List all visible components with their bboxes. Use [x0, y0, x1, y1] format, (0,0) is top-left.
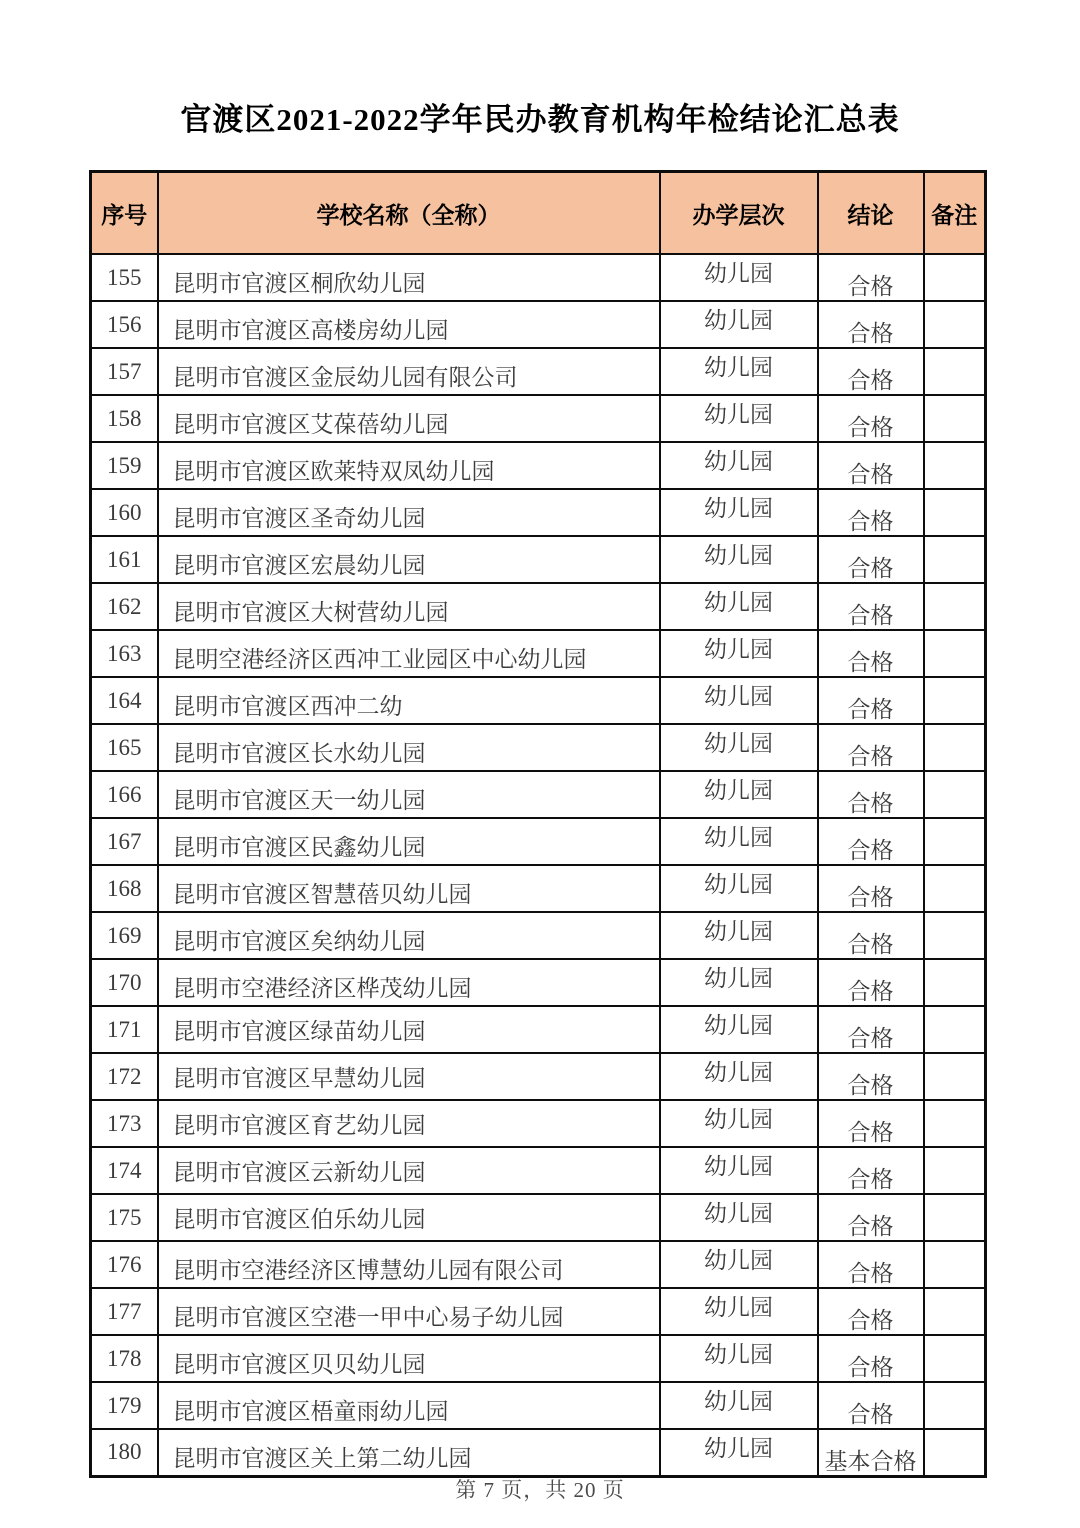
cell-school-name: 昆明市官渡区艾葆蓓幼儿园 [158, 395, 660, 442]
cell-remark [924, 630, 986, 677]
cell-conclusion-text: 合格 [847, 1355, 894, 1380]
table-row [91, 301, 986, 348]
cell-remark [924, 442, 986, 489]
cell-serial: 159 [91, 442, 158, 489]
cell-school-name: 昆明市官渡区西冲二幼 [158, 677, 660, 724]
cell-school-name: 昆明市官渡区桐欣幼儿园 [158, 254, 660, 301]
cell-school-name: 昆明市官渡区宏晨幼儿园 [158, 536, 660, 583]
cell-level-text: 幼儿园 [704, 355, 773, 380]
cell-level-text: 幼儿园 [704, 496, 773, 521]
cell-remark [924, 1335, 986, 1382]
cell-remark [924, 348, 986, 395]
cell-level-text: 幼儿园 [704, 966, 773, 991]
cell-level [660, 1100, 818, 1147]
column-header-remark: 备注 [924, 172, 986, 255]
cell-remark [924, 1194, 986, 1241]
cell-serial: 166 [91, 771, 158, 818]
cell-serial: 170 [91, 959, 158, 1006]
cell-remark [924, 583, 986, 630]
cell-level-text: 幼儿园 [704, 872, 773, 897]
cell-conclusion [818, 912, 924, 959]
cell-conclusion-text: 合格 [847, 744, 894, 769]
table-row [91, 1006, 986, 1053]
cell-school-name: 昆明市官渡区民鑫幼儿园 [158, 818, 660, 865]
cell-remark [924, 1382, 986, 1429]
cell-school-name: 昆明市空港经济区桦茂幼儿园 [158, 959, 660, 1006]
cell-school-name: 昆明市官渡区育艺幼儿园 [158, 1100, 660, 1147]
cell-serial: 178 [91, 1335, 158, 1382]
cell-level-text: 幼儿园 [704, 919, 773, 944]
cell-school-name: 昆明市官渡区圣奇幼儿园 [158, 489, 660, 536]
cell-level-text: 幼儿园 [704, 1342, 773, 1367]
cell-level [660, 1194, 818, 1241]
cell-level [660, 348, 818, 395]
table-row [91, 912, 986, 959]
cell-conclusion-text: 合格 [847, 556, 894, 581]
cell-conclusion-text: 合格 [847, 1167, 894, 1192]
cell-remark [924, 1006, 986, 1053]
cell-conclusion-text: 合格 [847, 368, 894, 393]
cell-level [660, 536, 818, 583]
cell-level [660, 771, 818, 818]
table-row [91, 254, 986, 301]
cell-level-text: 幼儿园 [704, 1201, 773, 1226]
cell-remark [924, 489, 986, 536]
cell-remark [924, 1241, 986, 1288]
table-row [91, 1335, 986, 1382]
cell-school-name: 昆明市官渡区云新幼儿园 [158, 1147, 660, 1194]
table-row [91, 771, 986, 818]
cell-serial: 168 [91, 865, 158, 912]
column-header-level: 办学层次 [660, 172, 818, 255]
cell-level [660, 630, 818, 677]
cell-conclusion [818, 1241, 924, 1288]
cell-remark [924, 959, 986, 1006]
table-row [91, 489, 986, 536]
cell-level-text: 幼儿园 [704, 1295, 773, 1320]
table-row [91, 1194, 986, 1241]
cell-remark [924, 536, 986, 583]
cell-level [660, 1241, 818, 1288]
cell-level [660, 1335, 818, 1382]
cell-level-text: 幼儿园 [704, 261, 773, 286]
cell-conclusion [818, 1335, 924, 1382]
cell-serial: 161 [91, 536, 158, 583]
cell-serial: 177 [91, 1288, 158, 1335]
cell-level [660, 1382, 818, 1429]
cell-level-text: 幼儿园 [704, 543, 773, 568]
cell-level-text: 幼儿园 [704, 449, 773, 474]
cell-level [660, 489, 818, 536]
table-row [91, 442, 986, 489]
cell-level-text: 幼儿园 [704, 1389, 773, 1414]
cell-level [660, 1006, 818, 1053]
cell-remark [924, 1100, 986, 1147]
cell-level-text: 幼儿园 [704, 637, 773, 662]
cell-level-text: 幼儿园 [704, 1248, 773, 1273]
cell-conclusion [818, 959, 924, 1006]
cell-conclusion [818, 818, 924, 865]
cell-level-text: 幼儿园 [704, 402, 773, 427]
cell-level [660, 1288, 818, 1335]
cell-conclusion-text: 合格 [847, 462, 894, 487]
cell-serial: 173 [91, 1100, 158, 1147]
cell-conclusion-text: 合格 [847, 838, 894, 863]
cell-school-name: 昆明市官渡区空港一甲中心易子幼儿园 [158, 1288, 660, 1335]
cell-level [660, 301, 818, 348]
cell-school-name: 昆明市官渡区矣纳幼儿园 [158, 912, 660, 959]
cell-serial: 165 [91, 724, 158, 771]
cell-level [660, 677, 818, 724]
cell-conclusion-text: 合格 [847, 1214, 894, 1239]
table-body [91, 254, 986, 1476]
column-header-conclusion: 结论 [818, 172, 924, 255]
cell-serial: 179 [91, 1382, 158, 1429]
table-header [91, 172, 986, 255]
cell-conclusion [818, 677, 924, 724]
cell-level-text: 幼儿园 [704, 684, 773, 709]
cell-remark [924, 301, 986, 348]
cell-serial: 167 [91, 818, 158, 865]
cell-school-name: 昆明市官渡区早慧幼儿园 [158, 1053, 660, 1100]
cell-school-name: 昆明市官渡区智慧蓓贝幼儿园 [158, 865, 660, 912]
table-row [91, 395, 986, 442]
cell-serial: 155 [91, 254, 158, 301]
cell-school-name: 昆明市官渡区天一幼儿园 [158, 771, 660, 818]
cell-conclusion-text: 合格 [847, 932, 894, 957]
cell-conclusion [818, 865, 924, 912]
cell-school-name: 昆明市空港经济区博慧幼儿园有限公司 [158, 1241, 660, 1288]
cell-level [660, 583, 818, 630]
table-header-row [91, 172, 986, 255]
cell-school-name: 昆明市官渡区欧莱特双凤幼儿园 [158, 442, 660, 489]
table-row [91, 348, 986, 395]
cell-level-text: 幼儿园 [704, 1435, 773, 1461]
table-row [91, 1382, 986, 1429]
cell-school-name: 昆明空港经济区西冲工业园区中心幼儿园 [158, 630, 660, 677]
cell-conclusion [818, 301, 924, 348]
cell-serial: 160 [91, 489, 158, 536]
cell-school-name: 昆明市官渡区大树营幼儿园 [158, 583, 660, 630]
cell-serial: 162 [91, 583, 158, 630]
cell-conclusion-text: 合格 [847, 885, 894, 910]
cell-serial: 163 [91, 630, 158, 677]
table-row [91, 1100, 986, 1147]
cell-serial: 176 [91, 1241, 158, 1288]
cell-conclusion [818, 1006, 924, 1053]
cell-conclusion-text: 合格 [847, 509, 894, 534]
cell-conclusion [818, 724, 924, 771]
table-row [91, 630, 986, 677]
cell-remark [924, 1147, 986, 1194]
table-row [91, 724, 986, 771]
page-number: 第 7 页，共 20 页 [455, 1478, 625, 1502]
cell-conclusion [818, 536, 924, 583]
cell-conclusion-text: 基本合格 [824, 1448, 917, 1474]
cell-conclusion-text: 合格 [847, 650, 894, 675]
cell-level [660, 818, 818, 865]
cell-level [660, 724, 818, 771]
cell-level-text: 幼儿园 [704, 590, 773, 615]
cell-level-text: 幼儿园 [704, 308, 773, 333]
cell-conclusion [818, 1100, 924, 1147]
cell-conclusion-text: 合格 [847, 791, 894, 816]
cell-school-name: 昆明市官渡区高楼房幼儿园 [158, 301, 660, 348]
table-row [91, 1288, 986, 1335]
cell-school-name: 昆明市官渡区伯乐幼儿园 [158, 1194, 660, 1241]
cell-level [660, 1429, 818, 1476]
cell-remark [924, 912, 986, 959]
cell-serial: 158 [91, 395, 158, 442]
cell-level [660, 1053, 818, 1100]
table-row [91, 959, 986, 1006]
cell-conclusion [818, 630, 924, 677]
cell-level [660, 254, 818, 301]
cell-school-name: 昆明市官渡区贝贝幼儿园 [158, 1335, 660, 1382]
cell-conclusion [818, 254, 924, 301]
table-row [91, 865, 986, 912]
cell-serial: 174 [91, 1147, 158, 1194]
cell-serial: 172 [91, 1053, 158, 1100]
cell-conclusion [818, 1429, 924, 1476]
cell-conclusion-text: 合格 [847, 1073, 894, 1098]
cell-level-text: 幼儿园 [704, 1154, 773, 1179]
cell-serial: 180 [91, 1429, 158, 1476]
cell-conclusion [818, 395, 924, 442]
cell-school-name: 昆明市官渡区梧童雨幼儿园 [158, 1382, 660, 1429]
cell-remark [924, 724, 986, 771]
annual-inspection-table [89, 170, 987, 1478]
cell-school-name: 昆明市官渡区关上第二幼儿园 [158, 1429, 660, 1476]
cell-level-text: 幼儿园 [704, 1107, 773, 1132]
cell-conclusion-text: 合格 [847, 697, 894, 722]
cell-conclusion [818, 442, 924, 489]
cell-conclusion-text: 合格 [847, 1308, 894, 1333]
cell-conclusion [818, 1194, 924, 1241]
cell-level [660, 395, 818, 442]
cell-conclusion-text: 合格 [847, 415, 894, 440]
cell-remark [924, 1429, 986, 1476]
cell-level-text: 幼儿园 [704, 825, 773, 850]
cell-level [660, 912, 818, 959]
cell-remark [924, 677, 986, 724]
cell-remark [924, 865, 986, 912]
cell-level [660, 1147, 818, 1194]
cell-conclusion [818, 1147, 924, 1194]
cell-conclusion-text: 合格 [847, 321, 894, 346]
cell-conclusion [818, 583, 924, 630]
cell-level [660, 959, 818, 1006]
table-row [91, 1429, 986, 1476]
cell-conclusion-text: 合格 [847, 274, 894, 299]
cell-remark [924, 1288, 986, 1335]
cell-conclusion [818, 771, 924, 818]
column-header-serial: 序号 [91, 172, 158, 255]
cell-conclusion-text: 合格 [847, 1120, 894, 1145]
table-row [91, 536, 986, 583]
cell-level [660, 865, 818, 912]
cell-remark [924, 1053, 986, 1100]
table-row [91, 1241, 986, 1288]
cell-conclusion [818, 348, 924, 395]
cell-level-text: 幼儿园 [704, 778, 773, 803]
cell-level [660, 442, 818, 489]
cell-conclusion-text: 合格 [847, 979, 894, 1004]
table-row [91, 1053, 986, 1100]
cell-school-name: 昆明市官渡区金辰幼儿园有限公司 [158, 348, 660, 395]
cell-level-text: 幼儿园 [704, 1060, 773, 1085]
cell-serial: 175 [91, 1194, 158, 1241]
cell-conclusion [818, 489, 924, 536]
cell-conclusion [818, 1382, 924, 1429]
table-row [91, 677, 986, 724]
cell-conclusion-text: 合格 [847, 603, 894, 628]
cell-conclusion-text: 合格 [847, 1261, 894, 1286]
cell-remark [924, 818, 986, 865]
cell-conclusion [818, 1053, 924, 1100]
table-row [91, 1147, 986, 1194]
cell-serial: 156 [91, 301, 158, 348]
cell-remark [924, 254, 986, 301]
cell-remark [924, 395, 986, 442]
cell-school-name: 昆明市官渡区长水幼儿园 [158, 724, 660, 771]
column-header-school-name: 学校名称（全称） [158, 172, 660, 255]
cell-conclusion [818, 1288, 924, 1335]
table-row [91, 583, 986, 630]
cell-level-text: 幼儿园 [704, 1013, 773, 1038]
cell-level-text: 幼儿园 [704, 731, 773, 756]
cell-serial: 171 [91, 1006, 158, 1053]
page-title: 官渡区2021-2022学年民办教育机构年检结论汇总表 [180, 102, 900, 137]
cell-school-name: 昆明市官渡区绿苗幼儿园 [158, 1006, 660, 1053]
cell-conclusion-text: 合格 [847, 1026, 894, 1051]
cell-remark [924, 771, 986, 818]
cell-serial: 157 [91, 348, 158, 395]
cell-serial: 169 [91, 912, 158, 959]
cell-serial: 164 [91, 677, 158, 724]
table-row [91, 818, 986, 865]
cell-conclusion-text: 合格 [847, 1402, 894, 1427]
